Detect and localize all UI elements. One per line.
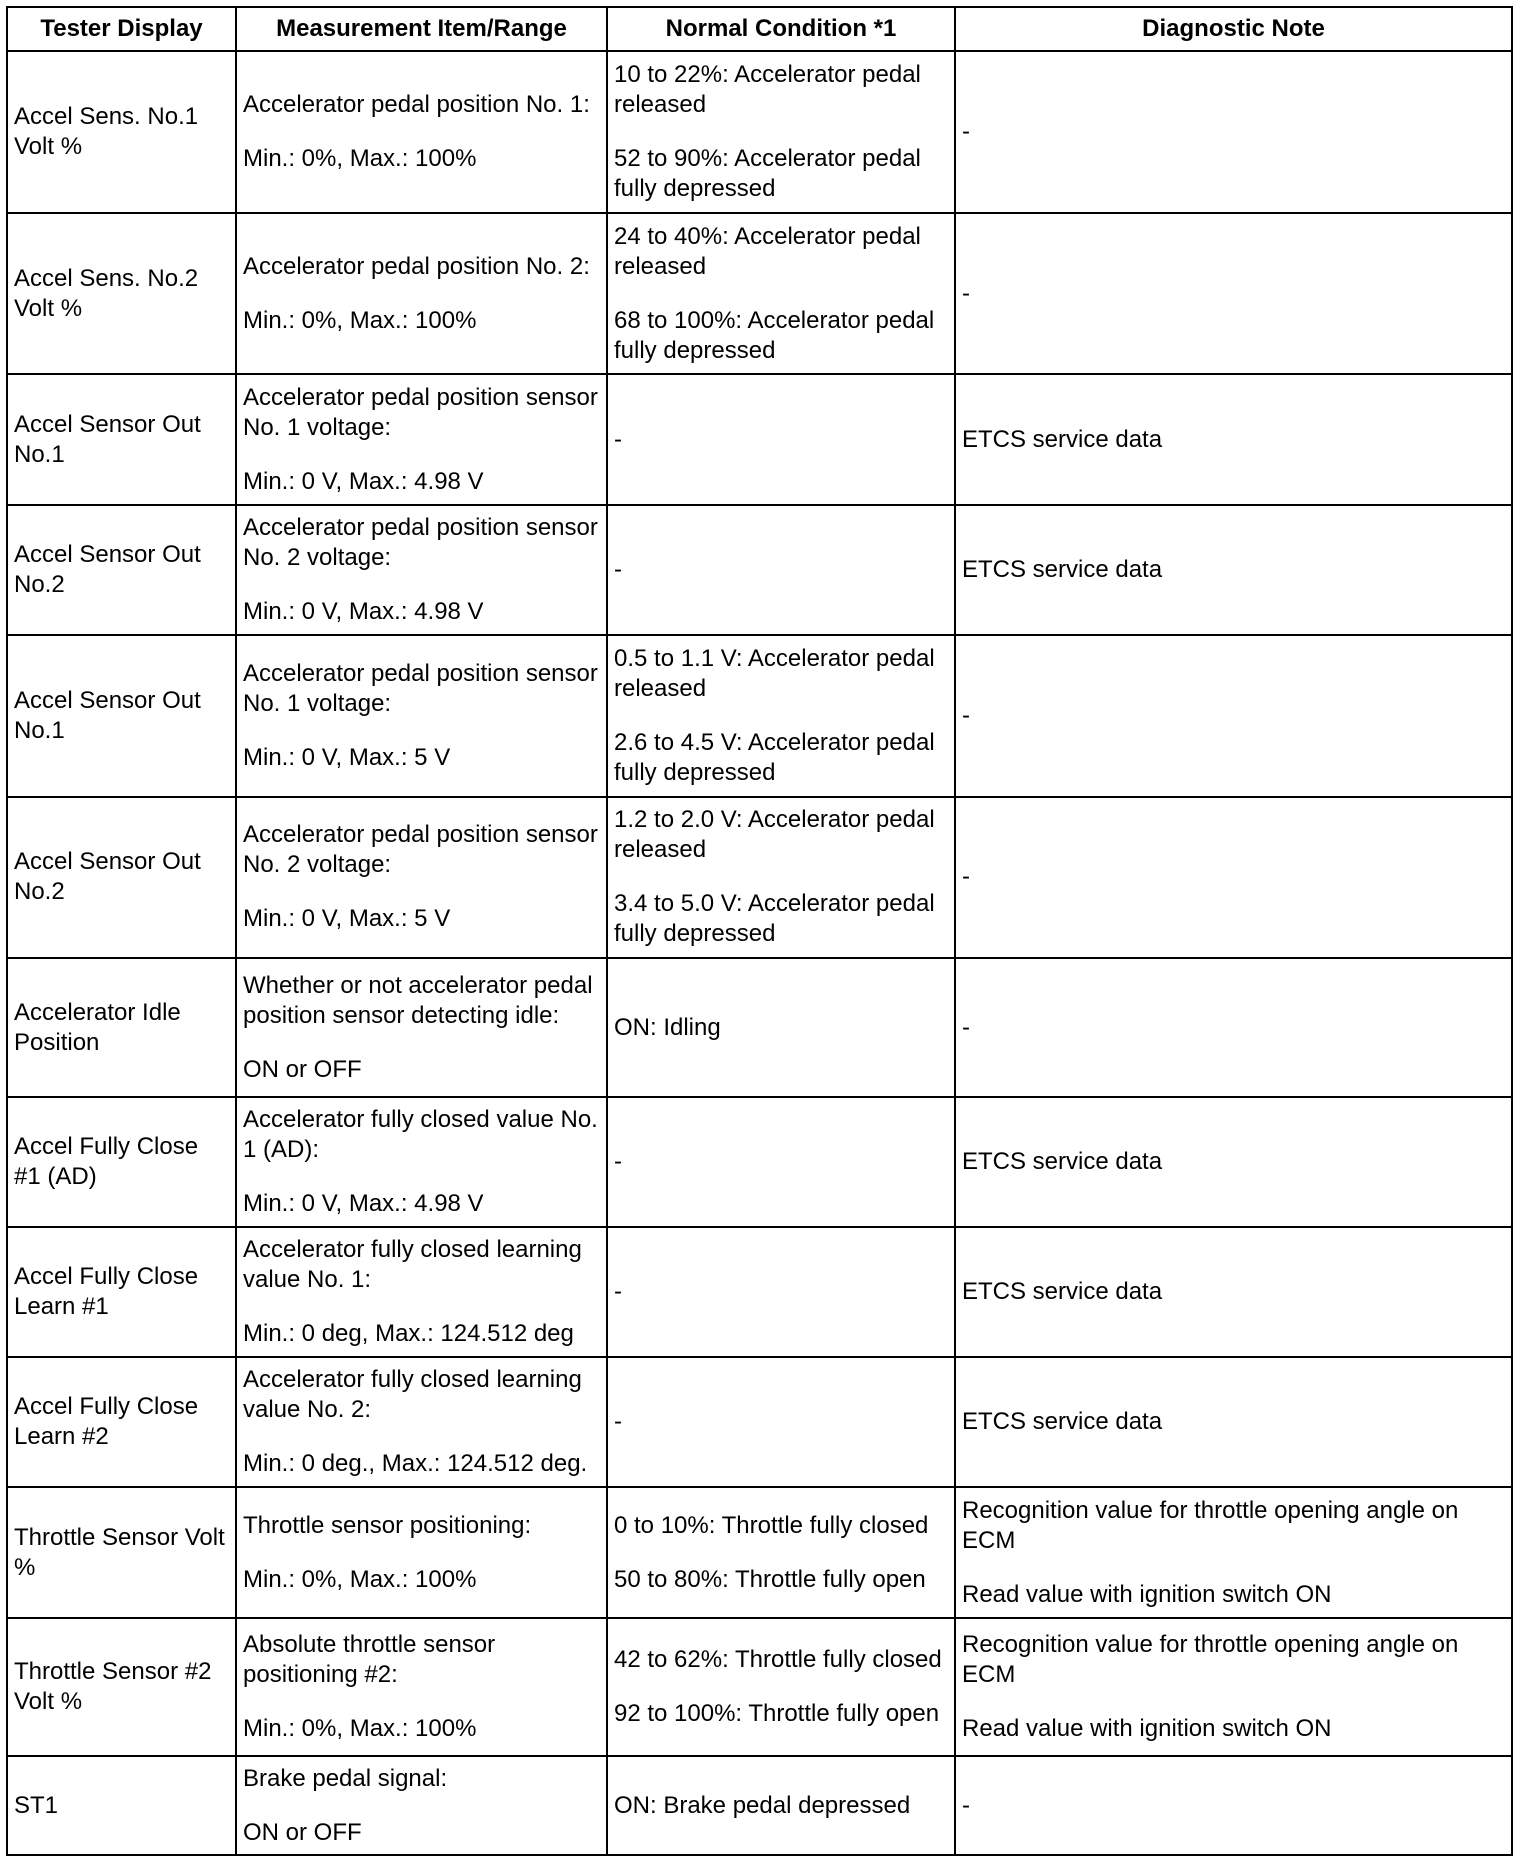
normal-condition-cell	[607, 213, 955, 375]
diagnostic-note-cell	[955, 505, 1512, 635]
diagnostic-note-cell	[955, 374, 1512, 504]
normal-condition-cell	[607, 958, 955, 1097]
measurement-text: Accelerator pedal position No. 1:	[243, 90, 590, 118]
tester-display-cell: Throttle Sensor Volt %	[7, 1487, 236, 1617]
table-row	[7, 1097, 1512, 1227]
normal-condition-text: 0 to 10%: Throttle fully closed	[614, 1511, 929, 1539]
diagnostic-note-cell	[955, 1756, 1512, 1855]
header-tester-display: Tester Display	[7, 7, 236, 51]
tester-display-cell: Accelerator Idle Position	[7, 958, 236, 1097]
diagnostic-note-cell	[955, 958, 1512, 1097]
diagnostic-note-text: Read value with ignition switch ON	[962, 1580, 1332, 1608]
measurement-text: Min.: 0 V, Max.: 4.98 V	[243, 467, 484, 495]
tester-display-cell: Accel Sens. No.1 Volt %	[7, 51, 236, 213]
diagnostic-note-text: ETCS service data	[962, 1278, 1163, 1306]
normal-condition-text: 42 to 62%: Throttle fully closed	[614, 1645, 942, 1673]
diagnostic-note-text: -	[962, 279, 970, 307]
measurement-text: Accelerator pedal position sensor No. 1 voltage:	[243, 659, 598, 717]
tester-display-cell: Accel Fully Close #1 (AD)	[7, 1097, 236, 1227]
measurement-text: Accelerator fully closed learning value No. 2:	[243, 1366, 582, 1424]
normal-condition-text: -	[614, 1408, 622, 1436]
measurement-text: Accelerator pedal position sensor No. 2 voltage:	[243, 513, 598, 571]
measurement-text: Whether or not accelerator pedal position sensor detecting idle:	[243, 971, 593, 1029]
diagnostic-note-cell	[955, 1227, 1512, 1357]
diagnostic-note-text: ETCS service data	[962, 555, 1163, 583]
normal-condition-cell	[607, 1227, 955, 1357]
header-diagnostic-note: Diagnostic Note	[955, 7, 1512, 51]
normal-condition-text: ON: Brake pedal depressed	[614, 1791, 911, 1819]
measurement-text: ON or OFF	[243, 1818, 362, 1846]
normal-condition-cell	[607, 505, 955, 635]
diagnostic-note-text: -	[962, 1791, 970, 1819]
diagnostic-note-cell	[955, 797, 1512, 959]
tester-display-cell: Throttle Sensor #2 Volt %	[7, 1618, 236, 1757]
normal-condition-text: -	[614, 425, 622, 453]
table-body	[7, 51, 1512, 1855]
measurement-cell	[236, 958, 607, 1097]
normal-condition-cell	[607, 1487, 955, 1617]
diagnostic-note-text: -	[962, 1013, 970, 1041]
normal-condition-text: -	[614, 1278, 622, 1306]
measurement-cell	[236, 51, 607, 213]
normal-condition-cell	[607, 1357, 955, 1487]
tester-display-cell: Accel Sensor Out No.1	[7, 374, 236, 504]
measurement-cell	[236, 797, 607, 959]
normal-condition-text: 10 to 22%: Accelerator pedal released	[614, 60, 921, 118]
tester-display-cell: Accel Sens. No.2 Volt %	[7, 213, 236, 375]
header-row	[7, 7, 1512, 51]
diagnostic-note-cell	[955, 1357, 1512, 1487]
diagnostic-note-text: Read value with ignition switch ON	[962, 1714, 1332, 1742]
measurement-text: Accelerator fully closed learning value No. 1:	[243, 1236, 582, 1294]
normal-condition-cell	[607, 51, 955, 213]
tester-display-cell: Accel Fully Close Learn #1	[7, 1227, 236, 1357]
measurement-cell	[236, 1357, 607, 1487]
measurement-text: Accelerator pedal position sensor No. 2 voltage:	[243, 821, 598, 879]
diagnostic-note-text: ETCS service data	[962, 1147, 1163, 1175]
normal-condition-text: -	[614, 1147, 622, 1175]
diagnostic-note-cell	[955, 213, 1512, 375]
normal-condition-cell	[607, 635, 955, 797]
header-measurement-item: Measurement Item/Range	[236, 7, 607, 51]
diagnostic-note-text: -	[962, 863, 970, 891]
measurement-text: Brake pedal signal:	[243, 1764, 448, 1792]
normal-condition-text: 50 to 80%: Throttle fully open	[614, 1565, 926, 1593]
measurement-cell	[236, 1618, 607, 1757]
diagnostic-note-text: -	[962, 117, 970, 145]
measurement-text: Accelerator pedal position sensor No. 1 voltage:	[243, 383, 598, 441]
table-row	[7, 1487, 1512, 1617]
normal-condition-text: 1.2 to 2.0 V: Accelerator pedal released	[614, 806, 935, 864]
measurement-text: Min.: 0%, Max.: 100%	[243, 1565, 477, 1593]
normal-condition-cell	[607, 1756, 955, 1855]
measurement-text: Min.: 0%, Max.: 100%	[243, 306, 477, 334]
measurement-cell	[236, 1097, 607, 1227]
measurement-text: Min.: 0 V, Max.: 4.98 V	[243, 597, 484, 625]
normal-condition-cell	[607, 1618, 955, 1757]
table-row	[7, 958, 1512, 1097]
measurement-text: Throttle sensor positioning:	[243, 1511, 532, 1539]
normal-condition-text: 24 to 40%: Accelerator pedal released	[614, 222, 921, 280]
measurement-text: Min.: 0 deg., Max.: 124.512 deg.	[243, 1450, 588, 1478]
measurement-cell	[236, 1756, 607, 1855]
normal-condition-cell	[607, 374, 955, 504]
normal-condition-text: 52 to 90%: Accelerator pedal fully depressed	[614, 144, 921, 202]
measurement-text: Absolute throttle sensor positioning #2:	[243, 1630, 496, 1688]
tester-display-cell: Accel Sensor Out No.1	[7, 635, 236, 797]
normal-condition-cell	[607, 797, 955, 959]
table-row	[7, 51, 1512, 213]
measurement-cell	[236, 374, 607, 504]
measurement-cell	[236, 635, 607, 797]
table-row	[7, 797, 1512, 959]
diagnostic-note-cell	[955, 51, 1512, 213]
normal-condition-cell	[607, 1097, 955, 1227]
measurement-text: Min.: 0 V, Max.: 5 V	[243, 905, 451, 933]
data-list-table	[6, 6, 1513, 1856]
diagnostic-note-text: -	[962, 701, 970, 729]
table-row	[7, 505, 1512, 635]
diagnostic-note-text: ETCS service data	[962, 425, 1163, 453]
table-row	[7, 1618, 1512, 1757]
measurement-cell	[236, 1227, 607, 1357]
measurement-text: ON or OFF	[243, 1055, 362, 1083]
diagnostic-note-text: Recognition value for throttle opening angle on ECM	[962, 1630, 1459, 1688]
measurement-text: Accelerator pedal position No. 2:	[243, 252, 590, 280]
measurement-text: Min.: 0 V, Max.: 5 V	[243, 743, 451, 771]
diagnostic-note-cell	[955, 1097, 1512, 1227]
table-row	[7, 1756, 1512, 1855]
diagnostic-note-text: Recognition value for throttle opening angle on ECM	[962, 1496, 1459, 1554]
measurement-text: Min.: 0%, Max.: 100%	[243, 144, 477, 172]
normal-condition-text: 3.4 to 5.0 V: Accelerator pedal fully depressed	[614, 890, 935, 948]
tester-display-cell: Accel Fully Close Learn #2	[7, 1357, 236, 1487]
measurement-cell	[236, 505, 607, 635]
diagnostic-note-text: ETCS service data	[962, 1408, 1163, 1436]
measurement-text: Min.: 0 V, Max.: 4.98 V	[243, 1189, 484, 1217]
normal-condition-text: 92 to 100%: Throttle fully open	[614, 1699, 940, 1727]
table-row	[7, 635, 1512, 797]
table-row	[7, 1227, 1512, 1357]
table-row	[7, 374, 1512, 504]
tester-display-cell: Accel Sensor Out No.2	[7, 797, 236, 959]
table-row	[7, 213, 1512, 375]
diagnostic-note-cell	[955, 635, 1512, 797]
measurement-text: Min.: 0 deg, Max.: 124.512 deg	[243, 1320, 574, 1348]
normal-condition-text: -	[614, 555, 622, 583]
measurement-text: Accelerator fully closed value No. 1 (AD):	[243, 1105, 598, 1163]
tester-display-cell: Accel Sensor Out No.2	[7, 505, 236, 635]
diagnostic-note-cell	[955, 1487, 1512, 1617]
normal-condition-text: ON: Idling	[614, 1013, 721, 1041]
table-row	[7, 1357, 1512, 1487]
diagnostic-note-cell	[955, 1618, 1512, 1757]
normal-condition-text: 0.5 to 1.1 V: Accelerator pedal released	[614, 644, 935, 702]
measurement-text: Min.: 0%, Max.: 100%	[243, 1714, 477, 1742]
measurement-cell	[236, 213, 607, 375]
normal-condition-text: 2.6 to 4.5 V: Accelerator pedal fully depressed	[614, 728, 935, 786]
normal-condition-text: 68 to 100%: Accelerator pedal fully depressed	[614, 306, 935, 364]
tester-display-cell: ST1	[7, 1756, 236, 1855]
measurement-cell	[236, 1487, 607, 1617]
header-normal-condition: Normal Condition *1	[607, 7, 955, 51]
